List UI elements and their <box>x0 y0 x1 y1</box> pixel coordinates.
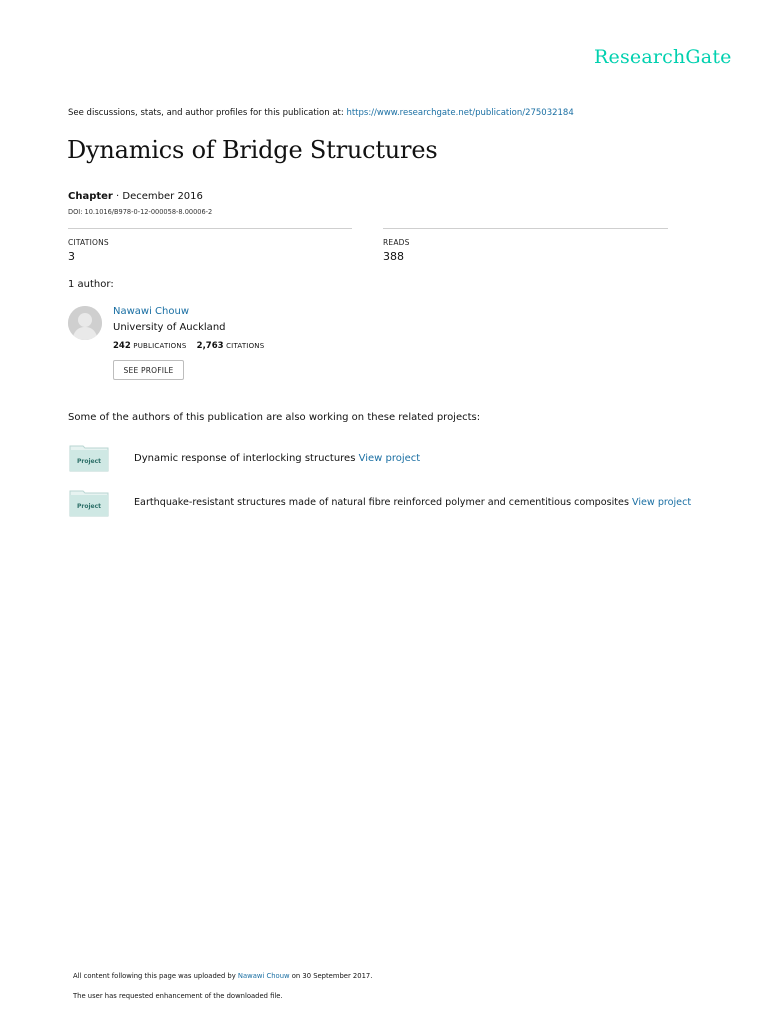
publication-meta <box>68 191 203 202</box>
citations-divider <box>68 228 352 229</box>
authors-header: 1 author: <box>68 279 114 290</box>
project-folder-icon <box>69 444 109 472</box>
related-project-row <box>134 497 691 508</box>
citations-value: 3 <box>68 250 75 263</box>
project-folder-icon <box>69 489 109 517</box>
person-silhouette-icon <box>68 306 102 340</box>
reads-label: READS <box>383 238 410 247</box>
upload-prefix: All content following this page was uploaded by <box>73 972 238 980</box>
publication-doi: DOI: 10.1016/B978-0-12-000058-8.00006-2 <box>68 208 213 216</box>
author-institution: University of Auckland <box>113 322 226 333</box>
publication-type: Chapter <box>68 191 113 202</box>
author-name-link[interactable]: Nawawi Chouw <box>113 306 190 317</box>
project-title: Earthquake-resistant structures made of natural fibre reinforced polymer and cementitious composites <box>134 497 632 508</box>
see-discussions-text: See discussions, stats, and author profiles for this publication at: <box>68 108 347 118</box>
view-project-link[interactable]: View project <box>358 453 421 464</box>
citations-label: CITATIONS <box>68 238 109 247</box>
author-citations-label: CITATIONS <box>226 342 265 350</box>
project-title: Dynamic response of interlocking structures <box>134 453 359 464</box>
related-projects-header: Some of the authors of this publication are also working on these related projects: <box>68 412 481 423</box>
reads-value: 388 <box>383 250 404 263</box>
researchgate-logo[interactable]: ResearchGate <box>594 46 732 68</box>
publication-url-link[interactable]: https://www.researchgate.net/publication/275032184 <box>346 108 574 118</box>
project-icon-label: Project <box>76 458 102 465</box>
project-icon-label: Project <box>76 503 102 510</box>
see-discussions-line <box>68 108 574 118</box>
meta-separator: · <box>112 191 123 202</box>
related-project-row <box>134 453 420 464</box>
reads-divider <box>383 228 668 229</box>
upload-note <box>73 972 372 980</box>
author-citations-count: 2,763 <box>196 341 224 351</box>
author-publications-count: 242 <box>113 341 131 351</box>
author-avatar[interactable] <box>68 306 102 340</box>
upload-suffix: on 30 September 2017. <box>289 972 373 980</box>
see-profile-button[interactable]: SEE PROFILE <box>113 360 184 380</box>
view-project-link[interactable]: View project <box>632 497 692 508</box>
uploader-link[interactable]: Nawawi Chouw <box>237 972 290 980</box>
publication-title: Dynamics of Bridge Structures <box>67 136 438 164</box>
enhancement-note: The user has requested enhancement of the downloaded file. <box>73 992 283 1000</box>
author-publications-label: PUBLICATIONS <box>133 342 187 350</box>
author-stats <box>113 341 264 351</box>
publication-date: December 2016 <box>122 191 203 202</box>
